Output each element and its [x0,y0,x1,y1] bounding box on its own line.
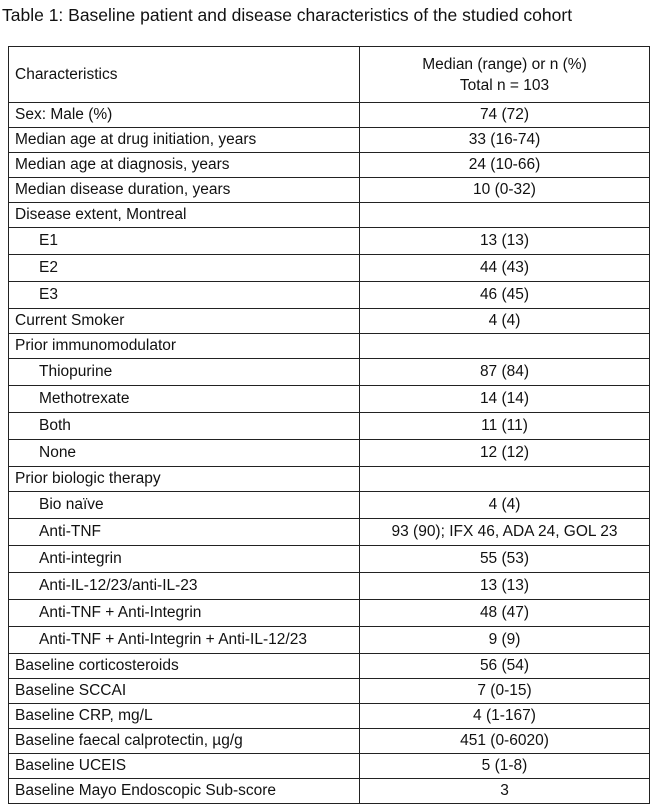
row-label: Baseline CRP, mg/L [9,704,360,729]
table-row [9,309,650,334]
row-label: Current Smoker [9,309,360,334]
characteristics-table [8,46,650,804]
header-statistic-line1: Median (range) or n (%) [422,55,587,73]
table-row [9,103,650,128]
table-row [9,754,650,779]
table-caption: Table 1: Baseline patient and disease characteristics of the studied cohort [2,5,573,25]
row-value [360,467,650,492]
row-value: 56 (54) [360,654,650,679]
table-row [9,282,650,309]
row-label: Median age at drug initiation, years [9,128,360,153]
table-row [9,228,650,255]
table-row [9,627,650,654]
row-value: 55 (53) [360,546,650,573]
row-label: Disease extent, Montreal [9,203,360,228]
row-label: None [9,440,360,467]
row-value: 87 (84) [360,359,650,386]
row-value: 24 (10-66) [360,153,650,178]
row-value: 7 (0-15) [360,679,650,704]
table-row [9,255,650,282]
row-value: 10 (0-32) [360,178,650,203]
row-label: Baseline Mayo Endoscopic Sub-score [9,779,360,804]
table-row [9,573,650,600]
row-value: 93 (90); IFX 46, ADA 24, GOL 23 [360,519,650,546]
row-value [360,334,650,359]
row-value: 46 (45) [360,282,650,309]
row-value: 9 (9) [360,627,650,654]
table-row [9,153,650,178]
row-label: Baseline UCEIS [9,754,360,779]
row-label: Baseline faecal calprotectin, µg/g [9,729,360,754]
row-value: 14 (14) [360,386,650,413]
table-row [9,654,650,679]
row-label: Prior immunomodulator [9,334,360,359]
row-label: Prior biologic therapy [9,467,360,492]
table-row [9,203,650,228]
row-value: 11 (11) [360,413,650,440]
table-row [9,546,650,573]
row-label: E2 [9,255,360,282]
header-characteristics: Characteristics [9,47,360,103]
table-row [9,729,650,754]
row-value: 4 (4) [360,492,650,519]
table-row [9,334,650,359]
table-row [9,440,650,467]
table-row [9,413,650,440]
table-header-row [9,47,650,103]
row-value: 33 (16-74) [360,128,650,153]
row-value: 4 (4) [360,309,650,334]
table-row [9,386,650,413]
row-label: Sex: Male (%) [9,103,360,128]
row-label: Baseline corticosteroids [9,654,360,679]
table-row [9,467,650,492]
row-value [360,203,650,228]
row-value: 44 (43) [360,255,650,282]
table-row [9,359,650,386]
row-label: Bio naïve [9,492,360,519]
row-label: Anti-TNF [9,519,360,546]
row-label: Anti-TNF + Anti-Integrin [9,600,360,627]
row-value: 13 (13) [360,573,650,600]
row-label: Anti-TNF + Anti-Integrin + Anti-IL-12/23 [9,627,360,654]
row-label: Both [9,413,360,440]
row-label: Anti-IL-12/23/anti-IL-23 [9,573,360,600]
row-value: 3 [360,779,650,804]
row-label: E3 [9,282,360,309]
row-value: 74 (72) [360,103,650,128]
row-value: 13 (13) [360,228,650,255]
row-label: Thiopurine [9,359,360,386]
row-label: Methotrexate [9,386,360,413]
header-total-n: Total n = 103 [459,76,550,94]
row-value: 48 (47) [360,600,650,627]
row-value: 451 (0-6020) [360,729,650,754]
row-label: E1 [9,228,360,255]
row-value: 4 (1-167) [360,704,650,729]
table-row [9,679,650,704]
row-label: Anti-integrin [9,546,360,573]
table-row [9,519,650,546]
table-row [9,704,650,729]
table-row [9,600,650,627]
row-label: Median age at diagnosis, years [9,153,360,178]
row-value: 5 (1-8) [360,754,650,779]
table-row [9,492,650,519]
header-statistic [360,47,650,103]
row-label: Baseline SCCAI [9,679,360,704]
table-row [9,178,650,203]
row-value: 12 (12) [360,440,650,467]
row-label: Median disease duration, years [9,178,360,203]
table-row [9,128,650,153]
